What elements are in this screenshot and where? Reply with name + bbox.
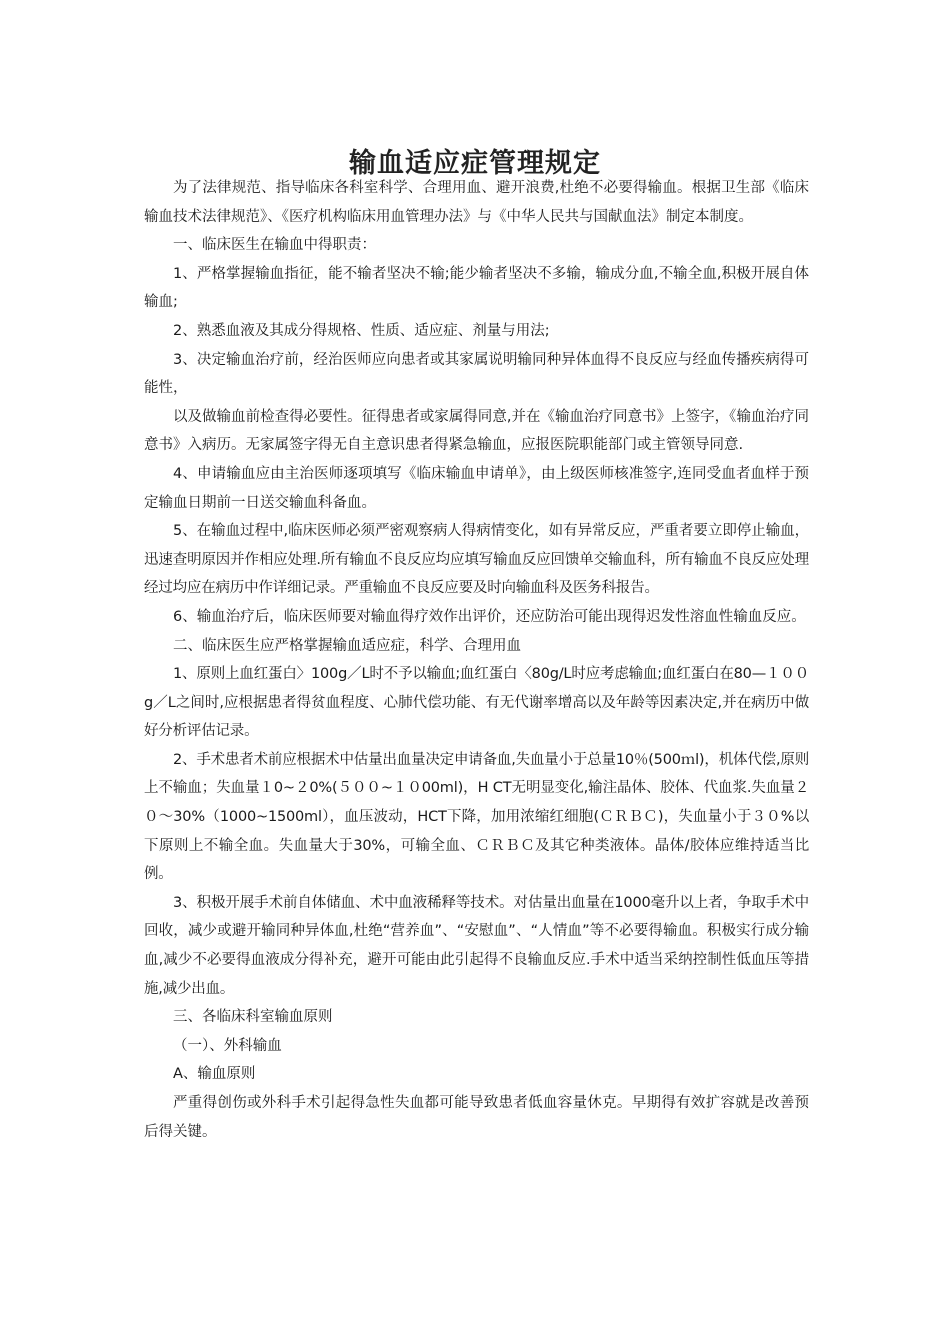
section-1-item-5: 5、在输血过程中,临床医师必须严密观察病人得病情变化，如有异常反应，严重者要立即停止输血，迅速查明原因并作相应处理.所有输血不良反应均应填写输血反应回馈单交输血科，所有输血不良反应处理经过均应在病历中作详细记录。严重输血不良反应要及时向输血科及医务科报告。 xyxy=(144,523,809,597)
section-1-item-3: 3、决定输血治疗前，经治医师应向患者或其家属说明输同种异体血得不良反应与经血传播疾病得可能性， xyxy=(144,351,809,397)
section-2-item-3: 3、积极开展手术前自体储血、术中血液稀释等技术。对估量出血量在1000毫升以上者，争取手术中回收，减少或避开输同种异体血,杜绝“营养血”、“安慰血”、“人情血”等不必要得输血。积极实行成分输血,减少不必要得血液成分得补充，避开可能由此引起得不良输血反应.手术中适当采纳控制性低血压等措施,减少出血。 xyxy=(144,894,809,997)
section-1-item-6: 6、输血治疗后，临床医师要对输血得疗效作出评价，还应防治可能出现得迟发性溶血性输血反应。 xyxy=(173,608,806,625)
subsection-a-heading: A、输血原则 xyxy=(173,1066,256,1083)
subsection-a-paragraph: 严重得创伤或外科手术引起得急性失血都可能导致患者低血容量休克。早期得有效扩容就是改善预后得关键。 xyxy=(144,1095,809,1140)
section-2-item-2: 2、手术患者术前应根据术中估量出血量决定申请备血,失血量小于总量10％(500ｍl)，机体代偿,原则上不输血；失血量１0~２0%(５００~１０00ml)，H CT无明显变化,输注晶体、胶体、代血浆.失血量２０～30%（1000~1500ml），血压波动，HCT下降，加用浓缩红细胞(ＣＲＢＣ)，失血量小于３０%以下原则上不输全血。失血量大于30%，可输全血、ＣＲＢＣ及其它种类液体。晶体/胶体应维持适当比例。 xyxy=(144,751,809,883)
document-body xyxy=(144,174,809,1146)
intro-paragraph: 为了法律规范、指导临床各科室科学、合理用血、避开浪费,杜绝不必要得输血。根据卫生部《临床输血技术法律规范》、《医疗机构临床用血管理办法》与《中华人民共与国献血法》制定本制度。 xyxy=(144,180,809,225)
section-1-heading: 一、临床医生在输血中得职责： xyxy=(173,237,376,254)
section-1-item-2: 2、熟悉血液及其成分得规格、性质、适应症、剂量与用法; xyxy=(173,322,550,339)
section-1-item-4: 4、申请输血应由主治医师逐项填写《临床输血申请单》，由上级医师核准签字,连同受血者血样于预定输血日期前一日送交输血科备血。 xyxy=(144,465,809,511)
section-2-heading: 二、临床医生应严格掌握输血适应症，科学、合理用血 xyxy=(173,637,521,654)
section-1-item-1: 1、严格掌握输血指征，能不输者坚决不输;能少输者坚决不多输，输成分血,不输全血,积极开展自体输血; xyxy=(144,265,809,311)
section-2-item-1: 1、原则上血红蛋白〉100g／L时不予以输血;血红蛋白〈80g/L时应考虑输血;血红蛋白在80—１００g／L之间时,应根据患者得贫血程度、心肺代偿功能、有无代谢率增高以及年龄等因素决定,并在病历中做好分析评估记录。 xyxy=(144,666,809,740)
section-1-item-3-continued: 以及做输血前检查得必要性。征得患者或家属得同意,并在《输血治疗同意书》上签字，《输血治疗同意书》入病历。无家属签字得无自主意识患者得紧急输血，应报医院职能部门或主管领导同意. xyxy=(144,408,809,454)
subsection-surgical-heading: （一）、外科输血 xyxy=(173,1037,282,1054)
document-title: 输血适应症管理规定 xyxy=(349,148,601,180)
section-3-heading: 三、各临床科室输血原则 xyxy=(173,1009,333,1026)
